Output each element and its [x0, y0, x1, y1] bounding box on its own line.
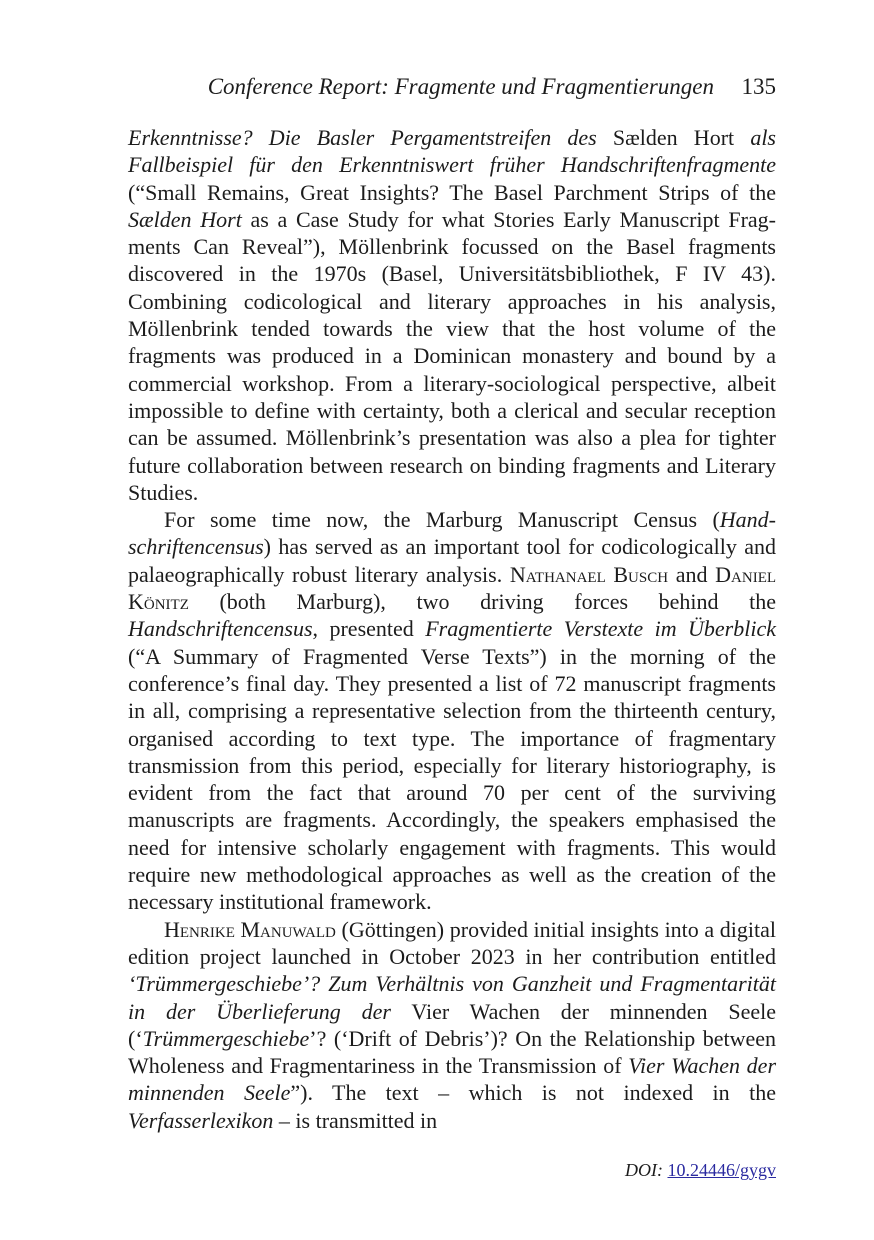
- doi-label: DOI:: [624, 1160, 663, 1180]
- text-run: – is transmitted in: [273, 1107, 438, 1133]
- text-run: ”). The text – which is not indexed in the: [290, 1080, 776, 1106]
- author-name: Daniel Könitz: [128, 561, 777, 615]
- title-italic: Fragmentierte Verstexte im Überblick: [425, 616, 776, 642]
- author-name: Henrike Manuwald: [164, 916, 336, 942]
- title-italic: Handschriftencensus: [128, 507, 776, 560]
- text-run: ’? (‘Drift of Debris’)? On the Relationship between Wholeness and Fragmentariness in the Transmission of: [128, 1025, 776, 1079]
- text-run: (“A Summary of Fragmented Verse Texts”) in the morning of the conference’s final day. They presented a list of 72 manuscript fragments in all, comprising a representative selection from the thirteenth century, organised according to text type. The importance of fragmentary transmission from this period, especially for literary historiography, is evident from the fact that around 70 per cent of the surviving manuscripts are fragments. Accordingly, the speakers emphasised the need for intensive scholarly engagement with fragments. This would require new methodological approaches as well as the creation of the necessary institutional framework.: [128, 643, 776, 915]
- title-italic: Handschriftencensus: [128, 616, 313, 642]
- title-italic: Vier Wachen der minnenden Seele: [128, 1053, 776, 1106]
- running-head-title: Conference Report: Fragmente und Fragmentierungen: [207, 74, 714, 99]
- text-run: (Göttingen) provided initial insights into a digital edition project launched in October 2023 in her contribution entitled: [128, 916, 776, 969]
- doi-link[interactable]: 10.24446/gygv: [667, 1160, 776, 1180]
- text-run: ) has served as an important tool for codicologically and palaeographically robust literary analysis.: [128, 534, 776, 587]
- title-italic: Verfasserlexikon: [128, 1107, 274, 1133]
- doi-footer: [625, 1158, 776, 1182]
- text-run: , presented: [312, 616, 426, 642]
- paragraph-1: [128, 124, 776, 506]
- text-run: (both Marburg), two driving forces behind the: [188, 589, 776, 615]
- page-number: 135: [741, 74, 776, 99]
- text-run: Vier Wachen der minnenden Seele (‘: [128, 998, 776, 1051]
- title-italic: ‘Trümmergeschiebe’? Zum Verhältnis von Ganzheit und Fragmentarität in der Überlieferung der: [128, 971, 776, 1024]
- running-head: [128, 70, 776, 104]
- title-italic: als Fallbeispiel für den Erkenntniswert früher Handschriftenfragmente: [128, 125, 776, 178]
- text-run: Sælden Hort: [596, 125, 751, 150]
- text-run: (“Small Remains, Great Insights? The Basel Parchment Strips of the: [128, 179, 776, 205]
- paragraph-2: [128, 506, 776, 915]
- text-run: and: [668, 561, 716, 587]
- paragraph-3: [128, 916, 776, 1134]
- text-run: as a Case Study for what Stories Early Manuscript Fragments Can Reveal”), Möllenbrink focussed on the Basel fragments discovered in the 1970s (Basel, Universitätsbibliothek, F IV 43). Combining codicological and literary approaches in his analysis, Möllenbrink tended towards the view that the host volume of the fragments was produced in a Dominican monastery and bound by a commercial workshop. From a literary-sociological perspective, albeit impossible to define with certainty, both a clerical and secular reception can be assumed. Möllenbrink’s presentation was also a plea for tighter future collaboration between research on binding fragments and Literary Studies.: [128, 206, 776, 505]
- title-italic: Trümmergeschiebe: [142, 1025, 310, 1051]
- title-italic: Sælden Hort: [128, 206, 242, 232]
- body-text: [128, 124, 776, 1134]
- author-name: Nathanael Busch: [509, 561, 669, 587]
- title-italic: Erkenntnisse? Die Basler Pergamentstreifen des: [128, 125, 597, 150]
- text-run: For some time now, the Marburg Manuscript Census (: [164, 507, 720, 533]
